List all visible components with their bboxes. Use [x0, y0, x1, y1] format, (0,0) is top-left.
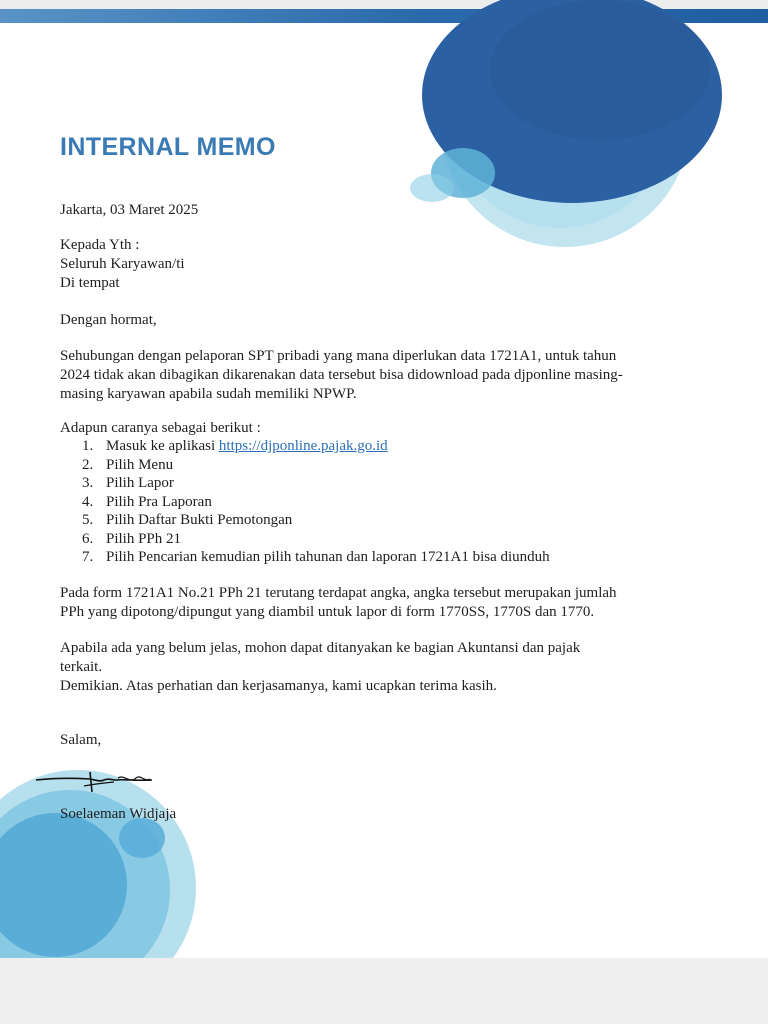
step-item	[82, 548, 550, 567]
greeting: Dengan hormat,	[60, 312, 157, 328]
step-text: Masuk ke aplikasi	[106, 438, 219, 454]
paragraph-3-line: Apabila ada yang belum jelas, mohon dapat ditanyakan ke bagian Akuntansi dan pajak	[60, 640, 581, 656]
step-number: 7.	[82, 549, 94, 565]
bottom-left-small-blob	[119, 818, 165, 858]
date-line: Jakarta, 03 Maret 2025	[60, 202, 199, 218]
scan-bottom-edge	[0, 958, 768, 1024]
djponline-link[interactable]: https://djponline.pajak.go.id	[218, 438, 388, 454]
step-text: Pilih Pra Laporan	[106, 493, 212, 510]
paragraph-2-line: PPh yang dipotong/dipungut yang diambil untuk lapor di form 1770SS, 1770S dan 1770.	[60, 604, 595, 620]
step-number: 4.	[82, 493, 94, 510]
step-number: 5.	[82, 512, 94, 528]
paragraph-3-line: terkait.	[60, 659, 103, 675]
closing: Salam,	[60, 732, 102, 748]
steps-intro: Adapun caranya sebagai berikut :	[60, 420, 261, 436]
top-right-small-blob-2	[410, 174, 454, 202]
step-number: 1.	[82, 438, 94, 454]
step-item	[82, 474, 550, 493]
paragraph-2-line: Pada form 1721A1 No.21 PPh 21 terutang terdapat angka, angka tersebut merupakan jumlah	[60, 585, 617, 601]
paragraph-1-line: masing karyawan apabila sudah memiliki NPWP.	[60, 386, 357, 402]
paragraph-1-line: 2024 tidak akan dibagikan dikarenakan data tersebut bisa didownload pada djponline masing-	[60, 367, 623, 383]
paragraph-3-line: Demikian. Atas perhatian dan kerjasamanya, kami ucapkan terima kasih.	[60, 678, 497, 694]
step-number: 6.	[82, 530, 94, 547]
recipient-line-2: Seluruh Karyawan/ti	[60, 256, 185, 272]
recipient-line-3: Di tempat	[60, 275, 120, 291]
top-right-dark-shade	[490, 0, 710, 140]
step-text: Pilih PPh 21	[106, 530, 182, 547]
step-text: Pilih Lapor	[106, 475, 174, 491]
step-item	[82, 437, 550, 456]
step-item	[82, 530, 550, 549]
step-number: 2.	[82, 456, 94, 473]
handwritten-signature	[34, 768, 164, 798]
step-text: Pilih Pencarian kemudian pilih tahunan dan laporan 1721A1 bisa diunduh	[106, 549, 550, 565]
step-item	[82, 493, 550, 512]
step-number: 3.	[82, 475, 94, 491]
signer-name: Soelaeman Widjaja	[60, 806, 177, 822]
paragraph-1-line: Sehubungan dengan pelaporan SPT pribadi yang mana diperlukan data 1721A1, untuk tahun	[60, 348, 617, 364]
step-text: Pilih Menu	[106, 456, 174, 473]
step-item	[82, 456, 550, 475]
steps-list	[82, 437, 550, 567]
memo-title: INTERNAL MEMO	[60, 133, 276, 161]
step-item	[82, 511, 550, 530]
recipient-line-1: Kepada Yth :	[60, 237, 140, 253]
step-text: Pilih Daftar Bukti Pemotongan	[106, 512, 293, 528]
